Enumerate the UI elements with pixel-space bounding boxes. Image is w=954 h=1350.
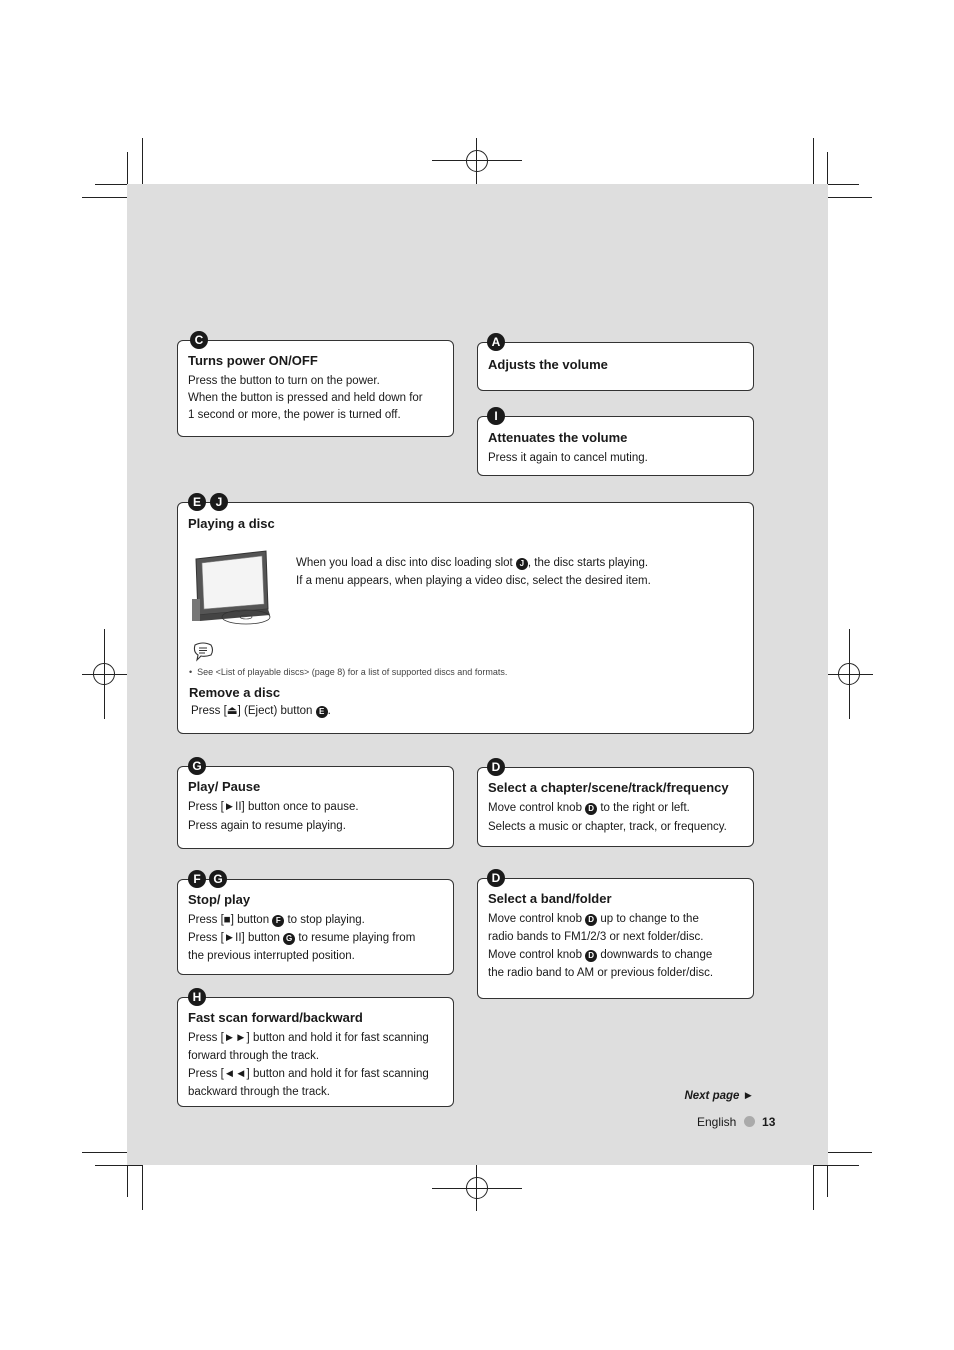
section-text: [488, 947, 743, 963]
callout-badge: F: [188, 870, 206, 888]
fast-scan-section: [177, 990, 454, 1107]
volume-section: [477, 335, 754, 391]
button-marker: E: [316, 706, 328, 718]
section-text: [488, 800, 743, 816]
text-run: Press [■] button: [188, 914, 273, 926]
knob-marker: D: [585, 950, 597, 962]
text-run: to stop playing.: [284, 914, 365, 926]
section-title: Playing a disc: [188, 516, 275, 531]
text-run: Press [►II] button: [188, 932, 284, 944]
eject-icon: ⏏: [226, 705, 238, 717]
registration-circle: [466, 1177, 488, 1199]
section-text: 1 second or more, the power is turned off.: [188, 409, 401, 421]
text-run: , the disc starts playing.: [527, 557, 649, 569]
callout-badge: H: [188, 988, 206, 1006]
callout-badge: G: [188, 757, 206, 775]
section-text: [296, 555, 746, 571]
callout-badge: I: [487, 407, 505, 425]
note-text-run: See <List of playable discs> (page 8) for a list of supported discs and formats.: [197, 667, 508, 677]
page-number: 13: [762, 1115, 776, 1129]
monitor-disc-illustration: [192, 549, 274, 627]
section-title: Fast scan forward/backward: [188, 1010, 363, 1025]
play-pause-section: [177, 759, 454, 849]
section-title: Turns power ON/OFF: [188, 353, 318, 368]
section-text: If a menu appears, when playing a video disc, select the desired item.: [296, 575, 651, 587]
stop-play-section: [177, 872, 454, 975]
next-page-link[interactable]: Next page ►: [684, 1090, 754, 1102]
note-icon: [192, 642, 214, 662]
chapter-section: [477, 760, 754, 847]
section-text: Press the button to turn on the power.: [188, 375, 380, 387]
section-title: Attenuates the volume: [488, 430, 628, 445]
registration-circle: [466, 150, 488, 172]
separator-dot-icon: [744, 1116, 755, 1127]
section-text: Press [►II] button once to pause.: [188, 801, 359, 813]
text-run: to resume playing from: [295, 932, 416, 944]
callout-badge: E: [188, 493, 206, 511]
section-text: Selects a music or chapter, track, or frequency.: [488, 821, 727, 833]
disc-section: [177, 495, 754, 734]
section-title: Play/ Pause: [188, 779, 261, 794]
note-text: • See <List of playable discs> (page 8) for a list of supported discs and formats.: [189, 667, 508, 677]
knob-marker: D: [585, 914, 597, 926]
section-text: the radio band to AM or previous folder/disc.: [488, 967, 714, 979]
registration-circle: [838, 663, 860, 685]
slot-marker: J: [516, 558, 528, 570]
crop-mark: [95, 1165, 142, 1166]
text-run: downwards to change: [597, 949, 713, 961]
remove-disc-text: [191, 703, 331, 720]
section-text: Press it again to cancel muting.: [488, 452, 648, 464]
remove-disc-title: Remove a disc: [189, 685, 281, 700]
section-text: [488, 911, 743, 927]
text-run: Move control knob: [488, 913, 586, 925]
button-marker: G: [283, 933, 295, 945]
section-text: backward through the track.: [188, 1086, 330, 1098]
language-label: English: [697, 1115, 737, 1129]
section-text: [188, 912, 443, 928]
band-folder-section: [477, 871, 754, 999]
button-marker: F: [272, 915, 284, 927]
section-text: Press [◄◄] button and hold it for fast scanning: [188, 1068, 429, 1080]
disc-description: [296, 555, 746, 591]
page-footer: [697, 1115, 775, 1129]
section-text: When the button is pressed and held down for: [188, 392, 423, 404]
section-title: Adjusts the volume: [488, 357, 608, 372]
text-run: Move control knob: [488, 802, 586, 814]
callout-badge: D: [487, 869, 505, 887]
callout-badge: A: [487, 333, 505, 351]
text-run: ] (Eject) button: [237, 705, 316, 717]
section-title: Select a band/folder: [488, 891, 612, 906]
callout-badge: G: [209, 870, 227, 888]
section-text: radio bands to FM1/2/3 or next folder/disc.: [488, 931, 704, 943]
section-title: Stop/ play: [188, 892, 251, 907]
text-run: When you load a disc into disc loading slot: [296, 557, 516, 569]
callout-badge: J: [210, 493, 228, 511]
section-title: Select a chapter/scene/track/frequency: [488, 780, 729, 795]
section-text: the previous interrupted position.: [188, 950, 355, 962]
callout-badge: C: [190, 331, 208, 349]
section-text: [188, 930, 443, 946]
text-run: to the right or left.: [597, 802, 690, 814]
text-run: Press [: [191, 705, 227, 717]
section-text: Press [►►] button and hold it for fast scanning: [188, 1032, 429, 1044]
text-run: .: [327, 705, 331, 717]
section-text: forward through the track.: [188, 1050, 320, 1062]
registration-circle: [93, 663, 115, 685]
crop-mark: [813, 1165, 859, 1166]
section-text: Press again to resume playing.: [188, 820, 346, 832]
knob-marker: D: [585, 803, 597, 815]
text-run: Move control knob: [488, 949, 586, 961]
callout-badge: D: [487, 758, 505, 776]
attenuate-section: [477, 409, 754, 476]
text-run: up to change to the: [597, 913, 699, 925]
power-section: [177, 333, 454, 437]
